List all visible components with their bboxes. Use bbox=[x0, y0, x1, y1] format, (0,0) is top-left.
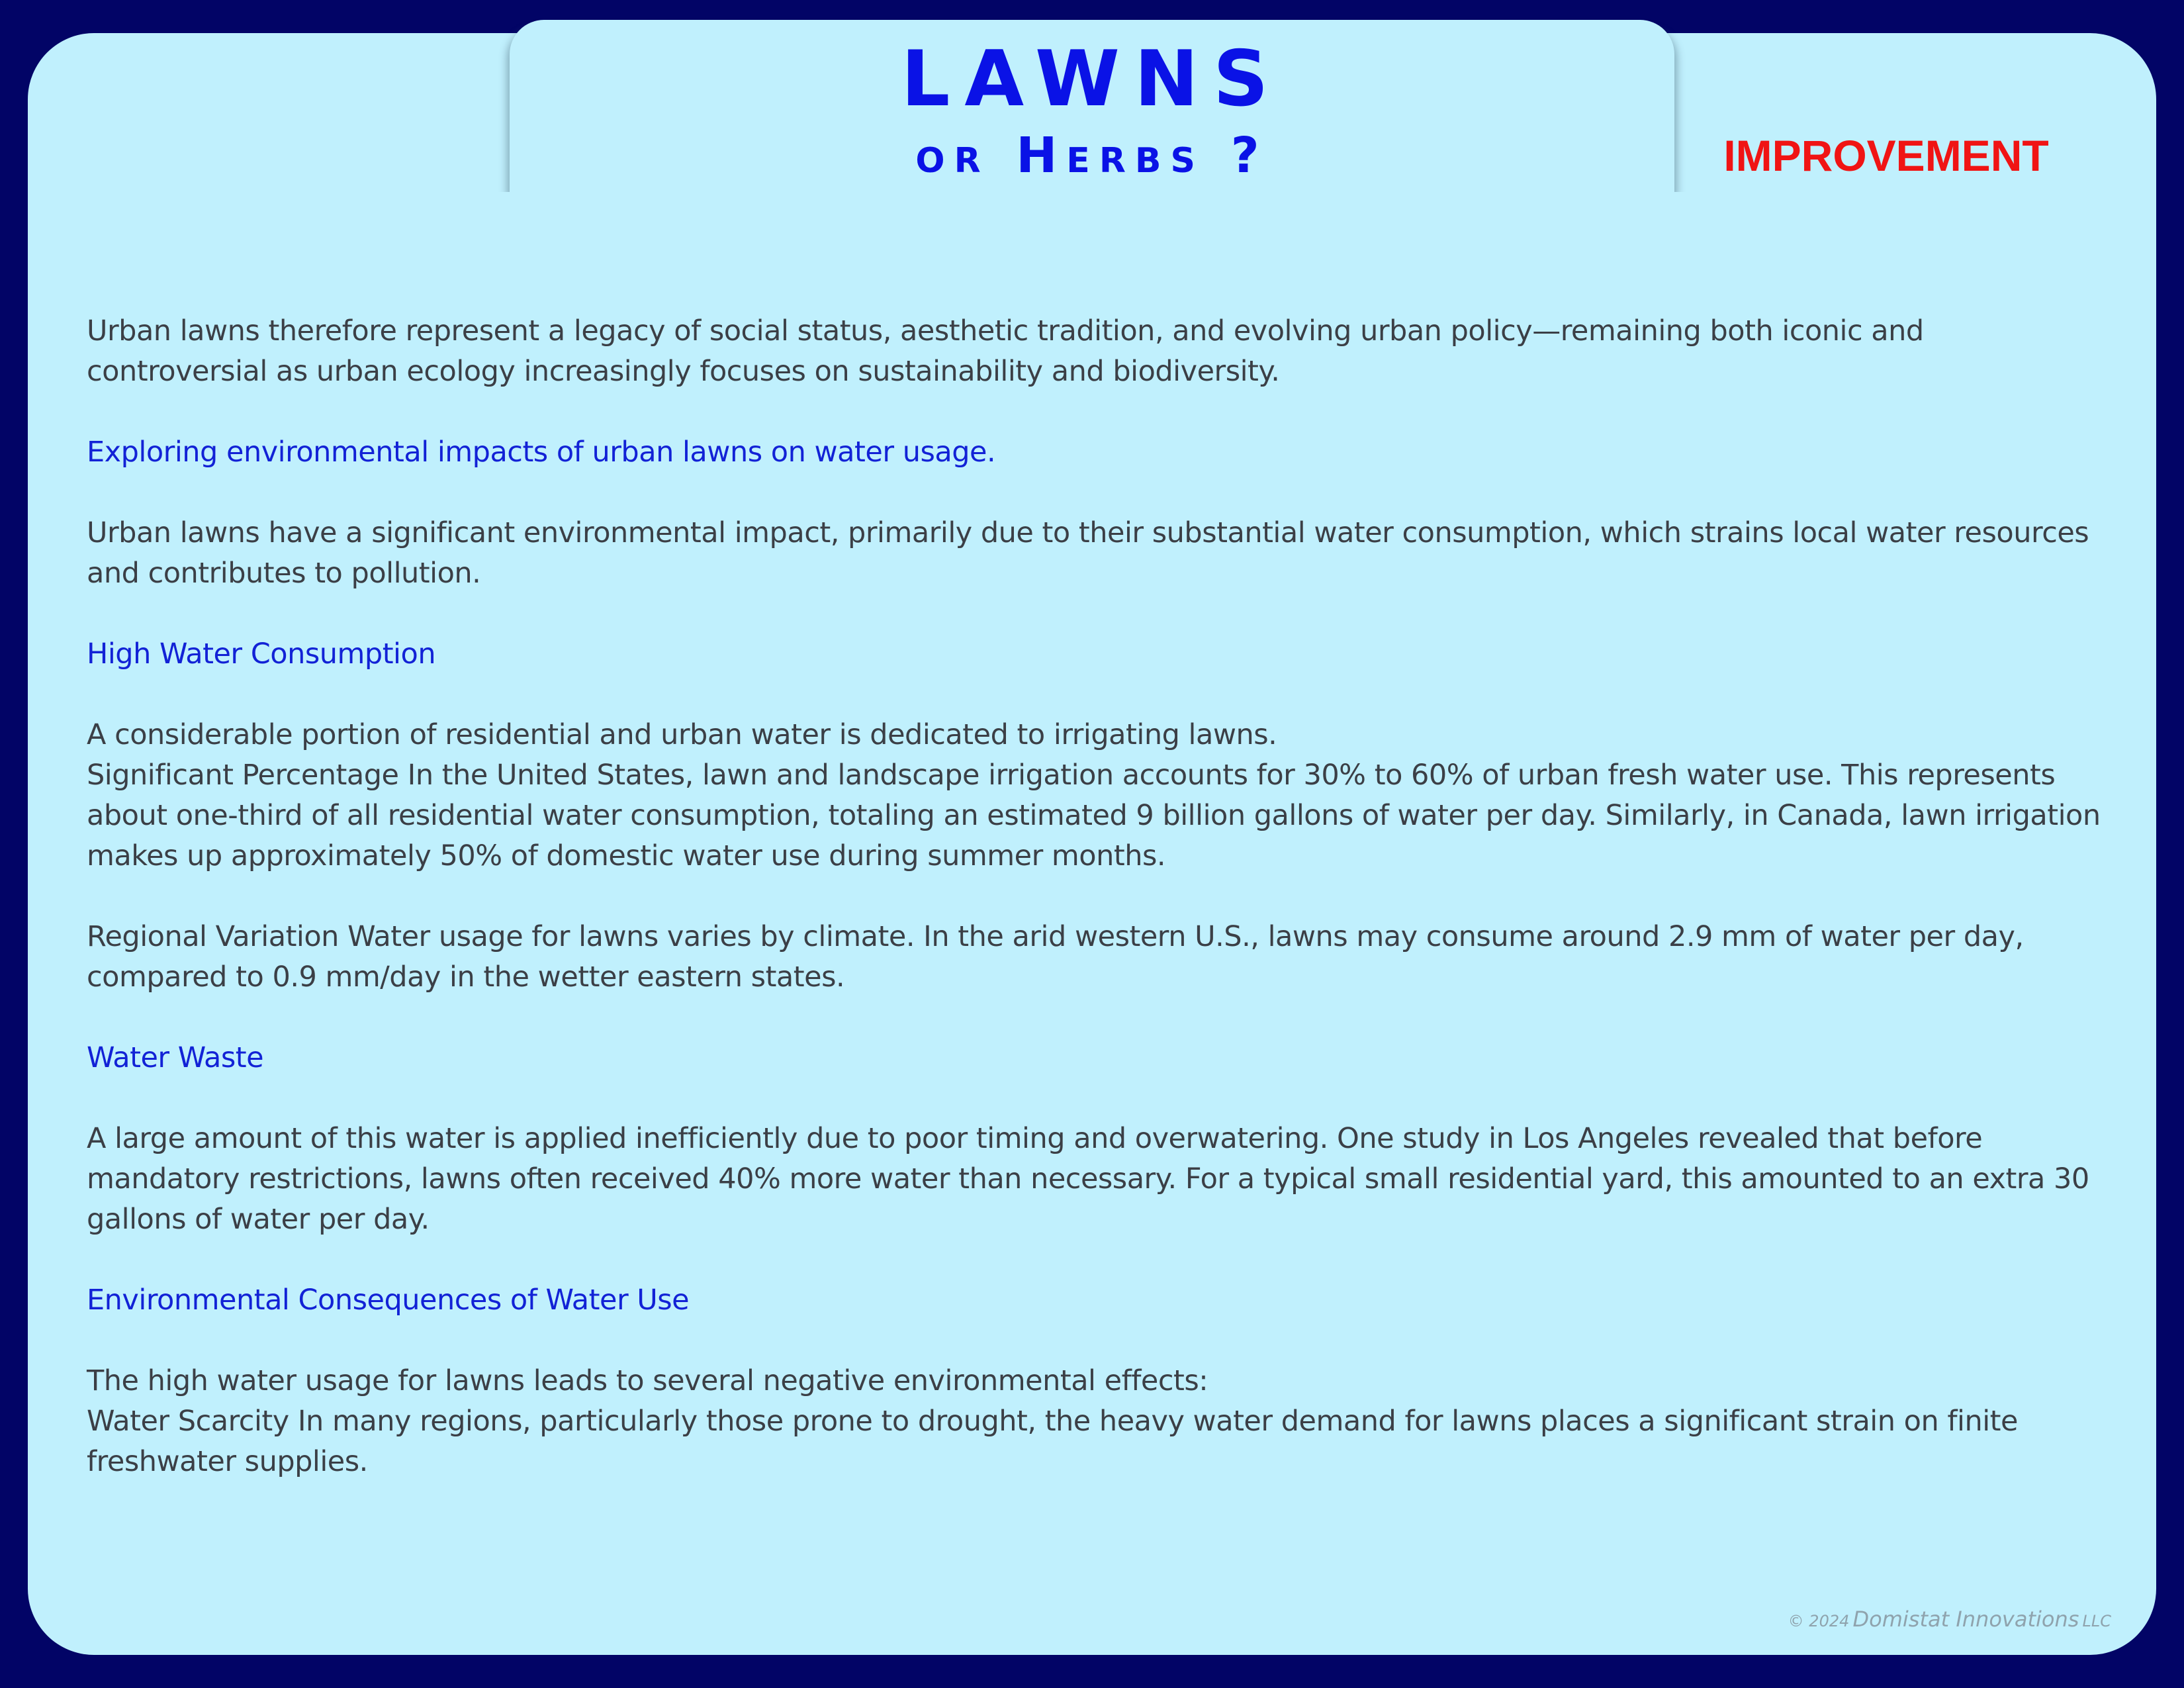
water-scarcity-paragraph: Water Scarcity In many regions, particularly those prone to drought, the heavy water demand for lawns places a significant strain on finite freshwater supplies. bbox=[87, 1405, 2018, 1478]
consumption-paragraph-2: Significant Percentage In the United States, lawn and landscape irrigation accounts for 30% to 60% of urban fresh water use. This represents about one-third of all residential water consumption, totaling an estimated 9 billion gallons of water per day. Similarly, in Canada, lawn irrigation makes up approximately 50% of domestic water use during summer months. bbox=[87, 759, 2101, 872]
copyright-year: © 2024 bbox=[1788, 1612, 1850, 1630]
water-usage-paragraph: Urban lawns have a significant environmental impact, primarily due to their substantial water consumption, which strains local water resources and contributes to pollution. bbox=[87, 516, 2089, 590]
copyright-footer bbox=[1788, 1609, 2111, 1630]
company-name: Domistat Innovations bbox=[1852, 1607, 2079, 1632]
water-waste-paragraph: A large amount of this water is applied inefficiently due to poor timing and overwatering. One study in Los Angeles revealed that before mandatory restrictions, lawns often received 40% more water than necessary. For a typical small residential yard, this amounted to an extra 30 gallons of water per day. bbox=[87, 1122, 2089, 1236]
page-subtitle: or Herbs ? bbox=[915, 127, 1269, 184]
section-heading-high-consumption: High Water Consumption bbox=[87, 637, 436, 671]
consequences-paragraph-1: The high water usage for lawns leads to several negative environmental effects: bbox=[87, 1364, 1208, 1397]
section-heading-water-usage: Exploring environmental impacts of urban lawns on water usage. bbox=[87, 436, 996, 469]
page-title: LAWNS bbox=[901, 34, 1283, 124]
article-body bbox=[87, 311, 2105, 1523]
consumption-paragraph-1: A considerable portion of residential and urban water is dedicated to irrigating lawns. bbox=[87, 718, 1277, 751]
regional-variation-paragraph: Regional Variation Water usage for lawns varies by climate. In the arid western U.S., lawns may consume around 2.9 mm of water per day, compared to 0.9 mm/day in the wetter eastern states. bbox=[87, 920, 2024, 994]
company-suffix: LLC bbox=[2082, 1612, 2111, 1630]
intro-paragraph: Urban lawns therefore represent a legacy of social status, aesthetic tradition, and evolving urban policy—remaining both iconic and controversial as urban ecology increasingly focuses on sustainability and biodiversity. bbox=[87, 314, 1924, 388]
section-heading-water-waste: Water Waste bbox=[87, 1041, 264, 1074]
improvement-badge: IMPROVEMENT bbox=[1723, 131, 2049, 180]
section-heading-consequences: Environmental Consequences of Water Use bbox=[87, 1284, 690, 1317]
